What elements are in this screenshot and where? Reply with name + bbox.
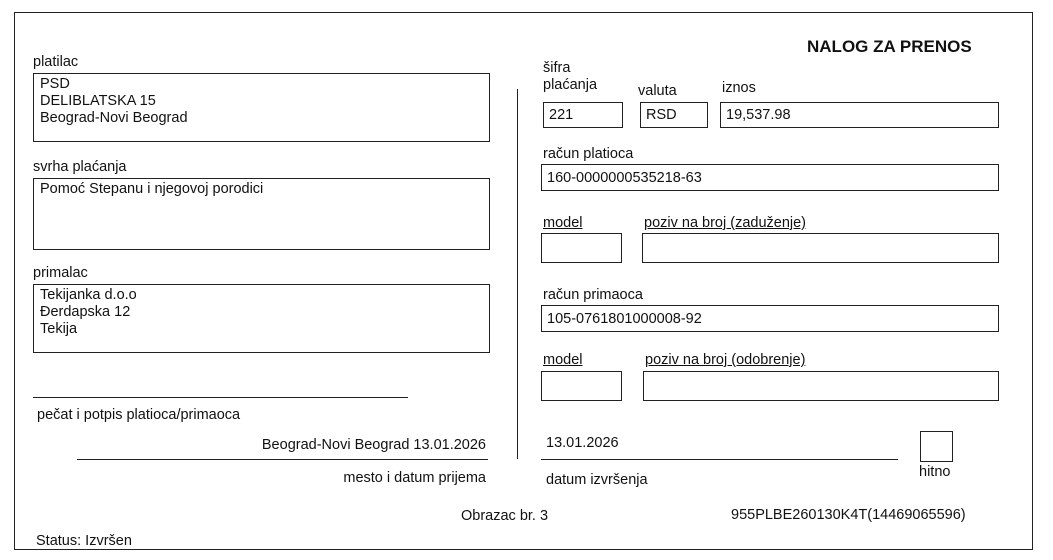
credit-model-label: model [543, 352, 583, 368]
payer-account-field[interactable] [541, 164, 999, 191]
payer-line: Beograd-Novi Beograd [40, 110, 188, 126]
execution-date-label: datum izvršenja [546, 472, 648, 488]
debit-reference-label: poziv na broj (zaduženje) [644, 215, 807, 231]
recipient-account-field[interactable] [541, 305, 999, 332]
credit-reference-label: poziv na broj (odobrenje) [645, 352, 806, 368]
purpose-field[interactable] [33, 178, 490, 250]
purpose-label: svrha plaćanja [33, 159, 127, 175]
currency-label: valuta [638, 83, 677, 99]
form-number: Obrazac br. 3 [461, 508, 549, 524]
payer-line: PSD [40, 76, 70, 92]
recipient-field[interactable] [33, 284, 490, 353]
form-title: NALOG ZA PRENOS [807, 37, 972, 56]
amount-field[interactable] [720, 102, 999, 128]
urgent-label: hitno [919, 464, 951, 480]
payer-line: DELIBLATSKA 15 [40, 93, 156, 109]
recipient-account-label: račun primaoca [543, 287, 643, 303]
column-divider [517, 89, 518, 459]
payer-label: platilac [33, 54, 79, 70]
purpose-value: Pomoć Stepanu i njegovoj porodici [40, 181, 264, 197]
payer-field[interactable] [33, 73, 490, 142]
execution-date-line [541, 459, 898, 460]
recipient-line: Tekija [40, 321, 78, 337]
debit-model-field[interactable] [541, 233, 622, 263]
recipient-account-value: 105-0761801000008-92 [547, 310, 702, 327]
currency-value: RSD [646, 107, 677, 123]
amount-value: 19,537.98 [726, 107, 791, 123]
execution-date-value: 13.01.2026 [546, 435, 619, 451]
debit-reference-field[interactable] [642, 233, 999, 263]
recipient-line: Tekijanka d.o.o [40, 287, 137, 303]
receipt-label: mesto i datum prijema [343, 470, 486, 486]
payer-account-label: račun platioca [543, 146, 634, 162]
status-text: Status: Izvršen [36, 533, 132, 549]
transaction-id: 955PLBE260130K4T(14469065596) [731, 507, 966, 523]
debit-model-label: model [543, 215, 583, 231]
payment-order-form [14, 12, 1033, 550]
payer-account-value: 160-0000000535218-63 [547, 169, 702, 186]
amount-label: iznos [722, 80, 756, 96]
receipt-place-date: Beograd-Novi Beograd 13.01.2026 [261, 437, 486, 453]
currency-field[interactable] [640, 102, 708, 128]
signature-line [33, 397, 408, 398]
payment-code-label-2: plaćanja [543, 77, 598, 93]
credit-model-field[interactable] [541, 371, 622, 401]
payment-code-field[interactable] [543, 102, 623, 128]
payment-code-value: 221 [549, 107, 574, 123]
urgent-checkbox[interactable] [920, 431, 953, 462]
recipient-label: primalac [33, 265, 88, 281]
signature-label: pečat i potpis platioca/primaoca [37, 407, 241, 423]
payment-code-label: šifra [543, 60, 571, 76]
credit-reference-field[interactable] [643, 371, 999, 401]
recipient-line: Đerdapska 12 [40, 304, 131, 320]
receipt-line [77, 459, 488, 460]
